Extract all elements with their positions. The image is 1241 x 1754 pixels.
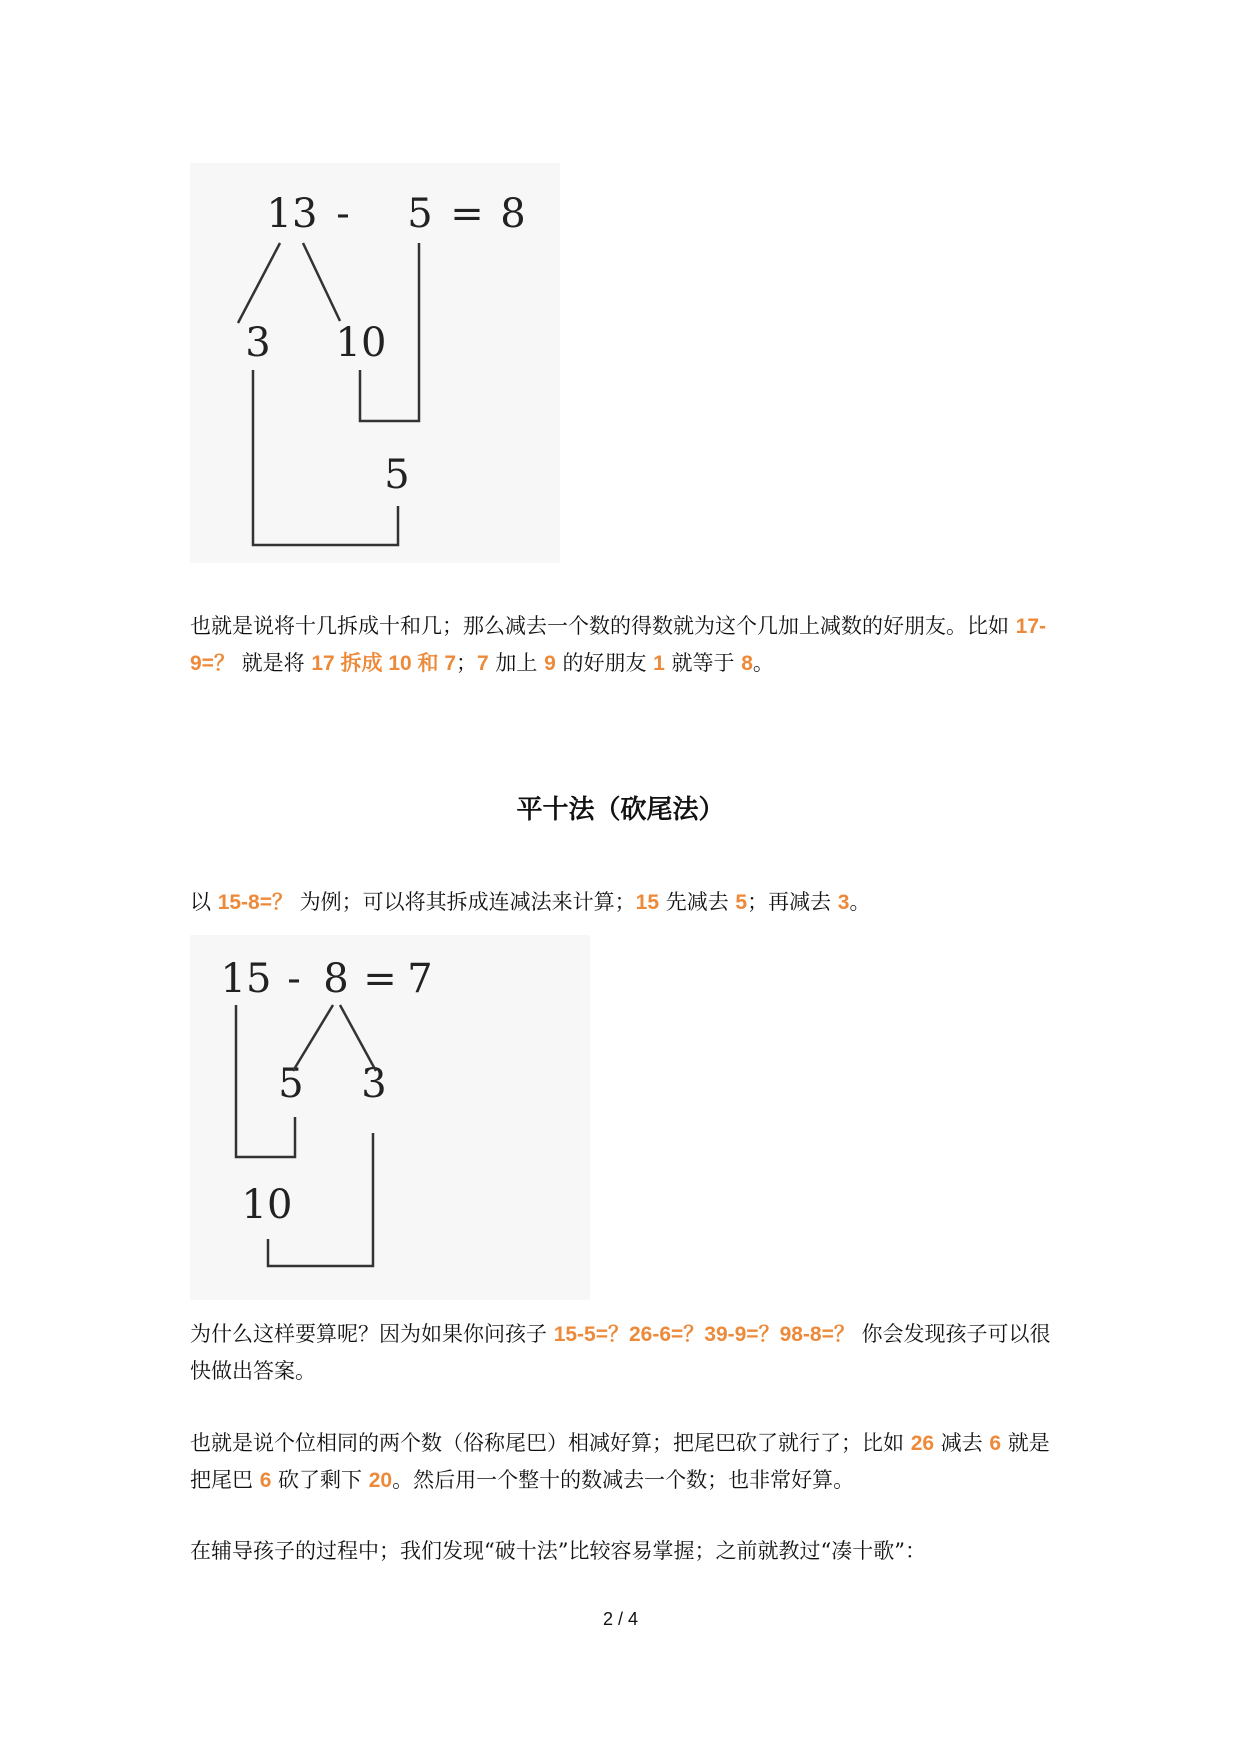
paragraph-break-ten-explanation: 也就是说将十几拆成十和几；那么减去一个数的得数就为这个几加上减数的好朋友。比如 17-9=？ 就是将 17 拆成 10 和 7；7 加上 9 的好朋友 1 就等于 8。: [190, 614, 1047, 675]
paragraph-why-question: 为什么这样要算呢？因为如果你问孩子 15-5=？26-6=？39-9=？98-8=？ 你会发现孩子可以很快做出答案。: [190, 1322, 1051, 1383]
diagram2-intermediate: 10: [241, 1182, 293, 1228]
paragraph-example-intro: 以 15-8=？ 为例；可以将其拆成连减法来计算；15 先减去 5；再减去 3。: [190, 890, 871, 914]
diagram2-split-first: 5: [278, 1061, 304, 1107]
diagram2-subtrahend: 8: [323, 956, 349, 1002]
diagram1-minuend: 13: [266, 191, 318, 237]
diagram2-split-second: 3: [361, 1061, 387, 1107]
diagram1-intermediate: 5: [384, 452, 410, 498]
diagram1-equals-sign: =: [450, 191, 484, 237]
diagram2-minuend: 15: [220, 956, 272, 1002]
diagram1-subtrahend: 5: [407, 191, 433, 237]
diagram-13-minus-5: [190, 163, 560, 563]
section-heading: 平十法（砍尾法）: [516, 795, 725, 825]
diagram1-split-ten: 10: [335, 320, 387, 366]
page-number: 2 / 4: [602, 1609, 639, 1629]
diagram1-minus-sign: -: [336, 191, 350, 237]
diagram1-branch-right: [303, 243, 340, 321]
paragraph-tail-explanation: 也就是说个位相同的两个数（俗称尾巴）相减好算；把尾巴砍了就行了；比如 26 减去 6 就是把尾巴 6 砍了剩下 20。然后用一个整十的数减去一个数；也非常好算。: [190, 1431, 1050, 1492]
diagram2-result: 7: [407, 956, 433, 1002]
diagram2-branch-right: [340, 1005, 376, 1071]
diagram2-equals-sign: =: [363, 956, 397, 1002]
diagram1-result: 8: [500, 191, 526, 237]
diagram1-split-ones: 3: [245, 320, 271, 366]
diagram2-minus-sign: -: [287, 956, 301, 1002]
diagram1-connector-left: [253, 370, 398, 545]
diagram1-branch-left: [238, 243, 280, 323]
diagram2-branch-left: [293, 1005, 333, 1071]
diagram-15-minus-8: [190, 935, 590, 1300]
paragraph-tutoring-note: 在辅导孩子的过程中；我们发现“破十法”比较容易掌握；之前就教过“凑十歌”：: [190, 1539, 926, 1563]
